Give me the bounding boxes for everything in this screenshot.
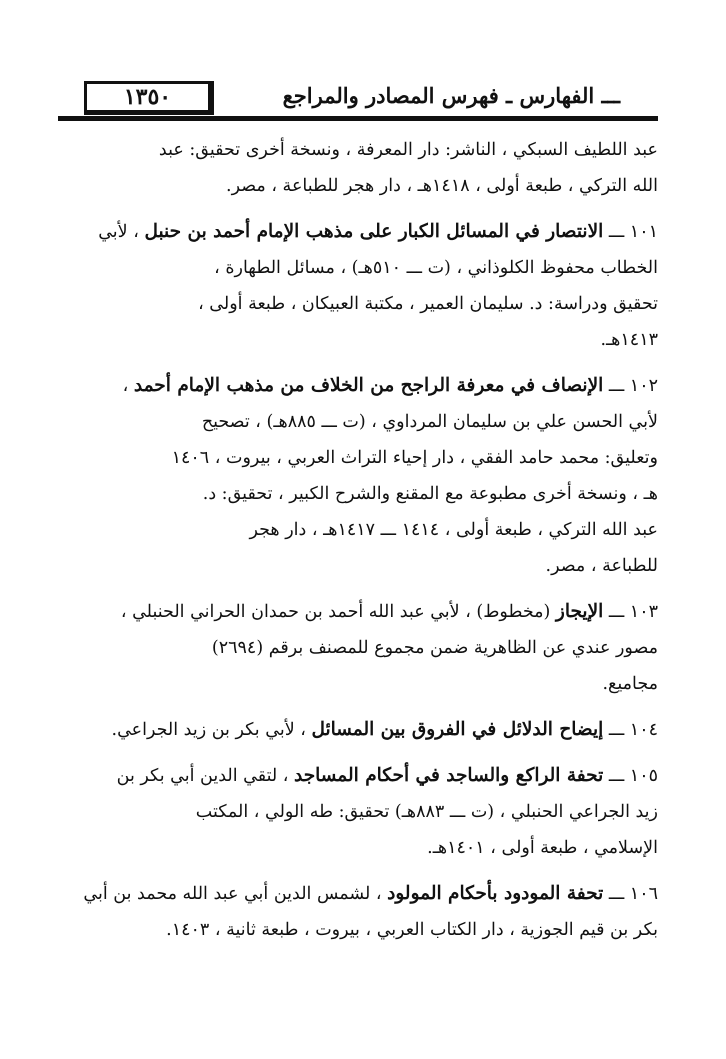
- entry-number: ١٠٦ ـــ: [608, 884, 658, 904]
- entry-103: [60, 594, 658, 702]
- entry-number: ١٠٥ ـــ: [608, 766, 658, 786]
- entry-title: تحفة الراكع والساجد في أحكام المساجد: [294, 765, 604, 786]
- entry-first-line: [60, 214, 658, 250]
- page-number-box: [84, 81, 214, 115]
- entry-first-line: [60, 594, 658, 630]
- entry-title: الانتصار في المسائل الكبار على مذهب الإمام أحمد بن حنبل: [144, 221, 604, 242]
- entry-tail: ، لشمس الدين أبي عبد الله محمد بن أبي: [83, 884, 382, 904]
- entry-number: ١٠١ ـــ: [608, 222, 658, 242]
- entry-tail: (مخطوط) ، لأبي عبد الله أحمد بن حمدان الحراني الحنبلي ،: [120, 602, 551, 622]
- entry-106: [60, 876, 658, 948]
- header-rule: [58, 116, 658, 121]
- text-line: عبد الله التركي ، طبعة أولى ، ١٤١٤ ـــ ١٤١٧هـ ، دار هجر: [249, 520, 658, 540]
- entry-102: [60, 368, 658, 584]
- text-line: زيد الجراعي الحنبلي ، (ت ـــ ٨٨٣هـ) تحقيق: طه الولي ، المكتب: [195, 802, 658, 822]
- entry-tail: ، لأبي: [98, 222, 139, 242]
- entry-first-line: [60, 758, 658, 794]
- entry-105: [60, 758, 658, 866]
- text-line: وتعليق: محمد حامد الفقي ، دار إحياء التراث العربي ، بيروت ، ١٤٠٦: [171, 448, 658, 468]
- entry-tail: ، لتقي الدين أبي بكر بن: [116, 766, 289, 786]
- entry-first-line: [60, 876, 658, 912]
- entry-title: تحفة المودود بأحكام المولود: [387, 883, 604, 904]
- text-line: بكر بن قيم الجوزية ، دار الكتاب العربي ، بيروت ، طبعة ثانية ، ١٤٠٣.: [166, 920, 658, 940]
- text-line: مصور عندي عن الظاهرية ضمن مجموع للمصنف برقم (٢٦٩٤): [211, 638, 658, 658]
- entry-first-line: [60, 368, 658, 404]
- entry-104: [60, 712, 658, 748]
- text-line: الإسلامي ، طبعة أولى ، ١٤٠١هـ.: [427, 838, 658, 858]
- text-line: مجاميع.: [602, 674, 658, 694]
- page-number: ١٣٥٠: [123, 84, 172, 110]
- text-line: ١٤١٣هـ.: [600, 330, 658, 350]
- intro-continuation: [60, 132, 658, 204]
- entry-number: ١٠٣ ـــ: [608, 602, 658, 622]
- entry-number: ١٠٢ ـــ: [608, 376, 658, 396]
- text-line: لأبي الحسن علي بن سليمان المرداوي ، (ت ـــ ٨٨٥هـ) ، تصحيح: [201, 412, 658, 432]
- entry-101: [60, 214, 658, 358]
- entry-number: ١٠٤ ـــ: [608, 720, 658, 740]
- entry-title: إيضاح الدلائل في الفروق بين المسائل: [311, 719, 604, 740]
- text-line: تحقيق ودراسة: د. سليمان العمير ، مكتبة العبيكان ، طبعة أولى ،: [198, 294, 658, 314]
- page-header: [58, 75, 658, 123]
- text-line: هـ ، ونسخة أخرى مطبوعة مع المقنع والشرح الكبير ، تحقيق: د.: [202, 484, 658, 504]
- entry-title: الإيجاز: [555, 601, 604, 622]
- entry-first-line: [60, 712, 658, 748]
- text-line: للطباعة ، مصر.: [545, 556, 658, 576]
- entry-title: الإنصاف في معرفة الراجح من الخلاف من مذهب الإمام أحمد: [133, 375, 604, 396]
- text-line: عبد اللطيف السبكي ، الناشر: دار المعرفة ، ونسخة أخرى تحقيق: عبد: [158, 140, 658, 160]
- entry-tail: ،: [122, 376, 129, 396]
- text-line: الخطاب محفوظ الكلوذاني ، (ت ـــ ٥١٠هـ) ، مسائل الطهارة ،: [214, 258, 658, 278]
- bibliography-body: [60, 132, 658, 948]
- entry-tail: ، لأبي بكر بن زيد الجراعي.: [111, 720, 306, 740]
- running-title: ـــ الفهارس ـ فهرس المصادر والمراجع: [282, 83, 620, 108]
- text-line: الله التركي ، طبعة أولى ، ١٤١٨هـ ، دار هجر للطباعة ، مصر.: [226, 176, 658, 196]
